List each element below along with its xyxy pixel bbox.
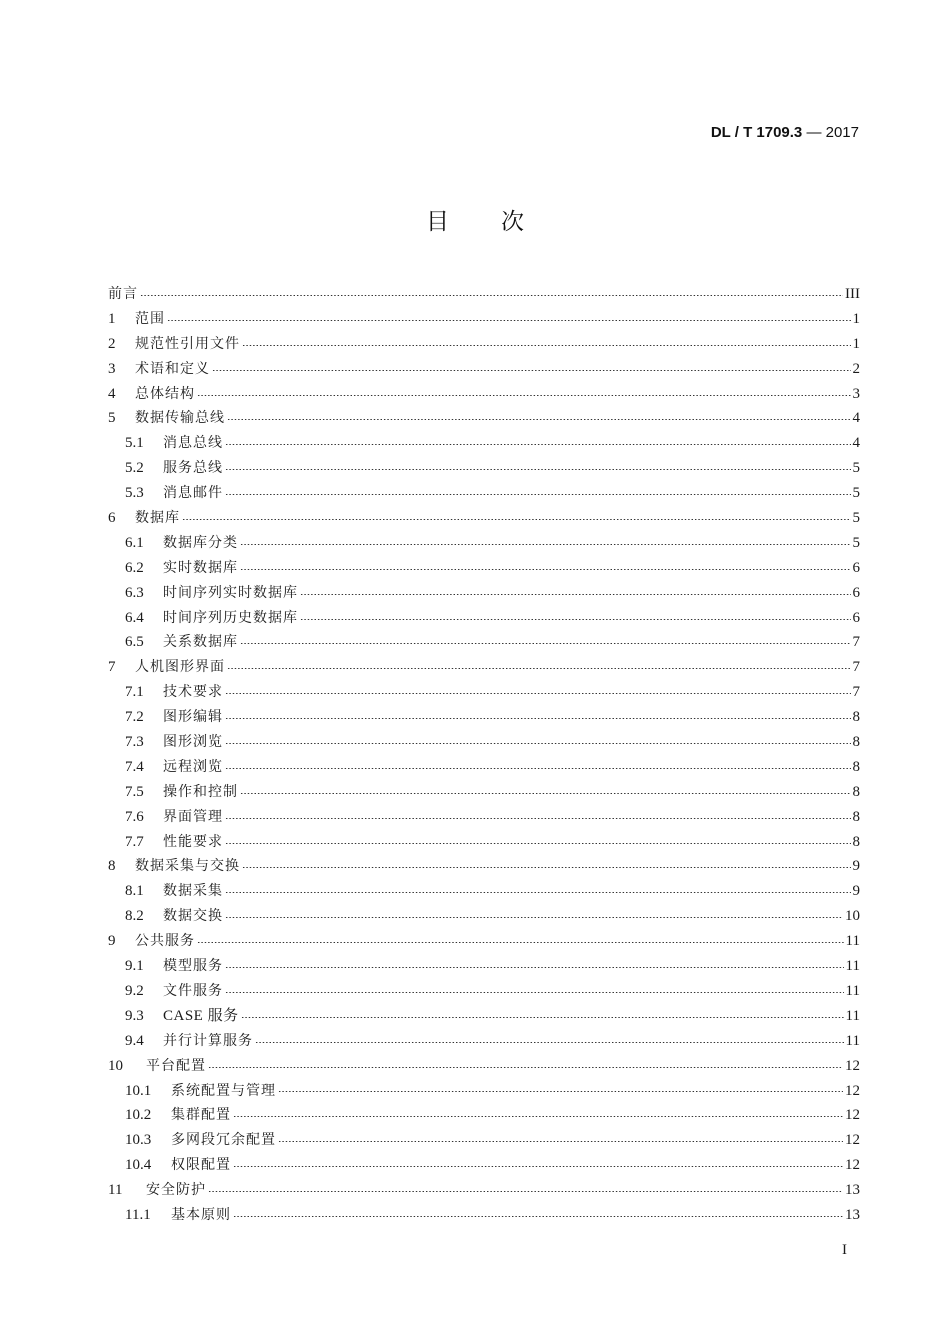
dot-leader [240, 569, 851, 570]
toc-entry[interactable] [108, 382, 860, 407]
toc-entry-title: 人机图形界面 [135, 659, 225, 676]
dot-leader [240, 793, 851, 794]
toc-entry[interactable] [108, 755, 860, 780]
toc-entry-title: 数据传输总线 [135, 410, 225, 427]
toc-entry-title: 权限配置 [171, 1157, 231, 1174]
dot-leader [197, 942, 844, 943]
toc-entry[interactable] [108, 979, 860, 1004]
toc-entry[interactable] [108, 805, 860, 830]
dot-leader [225, 967, 844, 968]
dot-leader [208, 1067, 843, 1068]
toc-entry[interactable] [108, 357, 860, 382]
toc-entry-title: 前言 [108, 286, 138, 302]
dot-leader [242, 867, 851, 868]
toc-entry-number: 6.2 [125, 559, 144, 576]
toc-entry-page: 11 [845, 933, 860, 950]
toc-entry[interactable] [108, 456, 860, 481]
toc-entry-title: 消息邮件 [163, 485, 223, 502]
dot-leader [225, 768, 851, 769]
dot-leader [225, 718, 851, 719]
toc-entry-number: 10 [108, 1057, 123, 1074]
toc-entry-page: 11 [845, 982, 860, 999]
toc-entry[interactable] [108, 1178, 860, 1203]
toc-entry-number: 6.1 [125, 534, 144, 551]
toc-entry-title: 图形浏览 [163, 734, 223, 751]
toc-entry-number: 6 [108, 510, 116, 527]
toc-entry-page: 7 [852, 659, 860, 676]
toc-entry-number: 8.2 [125, 908, 144, 925]
toc-entry[interactable] [108, 879, 860, 904]
toc-entry-title: 界面管理 [163, 808, 223, 825]
toc-entry[interactable] [108, 406, 860, 431]
toc-entry[interactable] [108, 929, 860, 954]
toc-entry-number: 5.1 [125, 435, 144, 452]
dot-leader [167, 320, 851, 321]
dot-leader [182, 519, 851, 520]
toc-entry-number: 4 [108, 385, 116, 402]
toc-entry[interactable] [108, 581, 860, 606]
toc-entry-page: 12 [845, 1082, 860, 1099]
dot-leader [233, 1116, 843, 1117]
toc-entry-title: 平台配置 [146, 1057, 206, 1074]
toc-entry-number: 3 [108, 360, 116, 377]
toc-entry[interactable] [108, 1004, 860, 1029]
toc-entry-page: 2 [852, 360, 860, 377]
toc-entry[interactable] [108, 282, 860, 307]
dot-leader [278, 1091, 843, 1092]
toc-entry-page: 11 [845, 958, 860, 975]
toc-entry-title: 并行计算服务 [163, 1032, 253, 1049]
toc-entry-page: 12 [845, 1132, 860, 1149]
toc-entry-title: 范围 [135, 310, 165, 327]
toc-entry-number: 7.7 [125, 833, 144, 850]
dot-leader [227, 668, 851, 669]
dot-leader [225, 843, 851, 844]
toc-entry-title: 远程浏览 [163, 758, 223, 775]
standard-year: — 2017 [806, 124, 859, 141]
toc-entry-title: 规范性引用文件 [135, 335, 240, 352]
toc-entry-title: 时间序列历史数据库 [163, 609, 298, 626]
toc-entry-number: 6.3 [125, 584, 144, 601]
toc-entry-page: 8 [852, 808, 860, 825]
toc-entry-number: 7.3 [125, 734, 144, 751]
toc-entry-page: 8 [852, 709, 860, 726]
toc-entry[interactable] [108, 655, 860, 680]
toc-entry[interactable] [108, 1029, 860, 1054]
dot-leader [240, 643, 851, 644]
page-number: I [842, 1242, 847, 1258]
toc-entry-page: 7 [852, 634, 860, 651]
toc-entry-title: 术语和定义 [135, 360, 210, 377]
dot-leader [197, 395, 851, 396]
toc-entry[interactable] [108, 680, 860, 705]
toc-entry-number: 5.3 [125, 485, 144, 502]
toc-entry[interactable] [108, 506, 860, 531]
toc-entry-page: 7 [852, 684, 860, 701]
toc-entry-title: 安全防护 [146, 1182, 206, 1199]
toc-entry-page: 8 [852, 734, 860, 751]
toc-entry-title: 实时数据库 [163, 559, 238, 576]
toc-entry-page: III [845, 286, 860, 302]
toc-entry-page: 1 [852, 310, 860, 327]
toc-entry[interactable] [108, 307, 860, 332]
dot-leader [241, 1017, 844, 1018]
standard-code-header [711, 124, 859, 141]
standard-code: DL / T 1709.3 [710, 124, 803, 141]
toc-entry-page: 12 [845, 1157, 860, 1174]
toc-entry-page: 3 [852, 385, 860, 402]
toc-entry-number: 6.5 [125, 634, 144, 651]
toc-entry-number: 10.2 [125, 1107, 152, 1124]
toc-entry-page: 6 [852, 584, 860, 601]
toc-entry[interactable] [108, 606, 860, 631]
toc-entry[interactable] [108, 904, 860, 929]
toc-entry-title: 集群配置 [171, 1107, 231, 1124]
toc-entry-number: 7.1 [125, 684, 144, 701]
toc-entry-number: 10.3 [125, 1132, 152, 1149]
toc-entry-page: 11 [845, 1007, 860, 1024]
toc-entry-title: 消息总线 [163, 435, 223, 452]
toc-entry[interactable] [108, 854, 860, 879]
toc-entry-page: 9 [852, 858, 860, 875]
dot-leader [225, 743, 851, 744]
toc-entry[interactable] [108, 332, 860, 357]
toc-entry-page: 5 [852, 510, 860, 527]
dot-leader [212, 370, 851, 371]
toc-entry-title: 数据交换 [163, 908, 223, 925]
toc-entry-number: 10.1 [125, 1082, 152, 1099]
toc-entry-page: 5 [852, 460, 860, 477]
dot-leader [300, 594, 851, 595]
toc-entry-number: 8.1 [125, 883, 144, 900]
page-title [0, 203, 950, 236]
toc-entry-page: 10 [845, 908, 860, 925]
dot-leader [255, 1042, 844, 1043]
toc-entry-number: 9.4 [125, 1032, 144, 1049]
title-char-1: 目 [426, 209, 449, 235]
toc-entry-page: 1 [852, 335, 860, 352]
toc-entry-number: 9.3 [125, 1007, 144, 1024]
toc-entry-title: 技术要求 [163, 684, 223, 701]
toc-entry[interactable] [108, 481, 860, 506]
dot-leader [225, 818, 851, 819]
toc-entry-number: 11 [108, 1182, 123, 1199]
toc-entry-number: 8 [108, 858, 116, 875]
toc-entry-title: 服务总线 [163, 460, 223, 477]
toc-entry-page: 8 [852, 833, 860, 850]
toc-entry[interactable] [108, 1103, 860, 1128]
toc-entry[interactable] [108, 780, 860, 805]
toc-entry-title: 数据库 [135, 510, 180, 527]
toc-entry-number: 11.1 [125, 1206, 151, 1223]
toc-entry[interactable] [108, 1128, 860, 1153]
dot-leader [225, 917, 843, 918]
dot-leader [300, 619, 851, 620]
dot-leader [225, 469, 851, 470]
toc-entry-title: 文件服务 [163, 982, 223, 999]
dot-leader [233, 1216, 843, 1217]
toc-entry[interactable] [108, 556, 860, 581]
toc-entry-title: 性能要求 [163, 833, 223, 850]
toc-entry-number: 7.4 [125, 758, 144, 775]
toc-entry-number: 2 [108, 335, 116, 352]
toc-entry-page: 8 [852, 783, 860, 800]
dot-leader [225, 892, 851, 893]
toc-entry[interactable] [108, 730, 860, 755]
toc-entry-page: 4 [852, 410, 860, 427]
toc-entry-title: 数据采集 [163, 883, 223, 900]
toc-entry-page: 9 [852, 883, 860, 900]
dot-leader [208, 1191, 843, 1192]
toc-entry-number: 1 [108, 310, 116, 327]
toc-entry[interactable] [108, 1203, 860, 1228]
toc-entry-number: 7.2 [125, 709, 144, 726]
toc-entry-page: 13 [845, 1206, 860, 1223]
toc-entry-number: 9.1 [125, 958, 144, 975]
dot-leader [233, 1166, 843, 1167]
dot-leader [227, 419, 851, 420]
toc-entry-title: 多网段冗余配置 [171, 1132, 276, 1149]
toc-entry[interactable] [108, 531, 860, 556]
toc-entry-number: 5.2 [125, 460, 144, 477]
toc-entry[interactable] [108, 830, 860, 855]
toc-entry-title: 数据采集与交换 [135, 858, 240, 875]
toc-entry[interactable] [108, 954, 860, 979]
toc-entry-number: 7 [108, 659, 116, 676]
toc-entry-title: 图形编辑 [163, 709, 223, 726]
toc-entry-number: 10.4 [125, 1157, 152, 1174]
toc-entry-page: 4 [852, 435, 860, 452]
toc-entry-title: CASE 服务 [163, 1007, 239, 1024]
toc-entry-number: 9 [108, 933, 116, 950]
table-of-contents [108, 282, 860, 1228]
toc-entry-title: 基本原则 [171, 1206, 231, 1223]
dot-leader [140, 295, 843, 296]
toc-entry-page: 13 [845, 1182, 860, 1199]
toc-entry-title: 总体结构 [135, 385, 195, 402]
toc-entry[interactable] [108, 1153, 860, 1178]
toc-entry-page: 6 [852, 559, 860, 576]
toc-entry-page: 12 [845, 1107, 860, 1124]
dot-leader [242, 345, 851, 346]
toc-entry-number: 7.5 [125, 783, 144, 800]
toc-entry-title: 系统配置与管理 [171, 1082, 276, 1099]
title-char-2: 次 [501, 209, 524, 235]
toc-entry-title: 时间序列实时数据库 [163, 584, 298, 601]
toc-entry-number: 9.2 [125, 982, 144, 999]
dot-leader [240, 544, 851, 545]
dot-leader [225, 494, 851, 495]
toc-entry[interactable] [108, 1079, 860, 1104]
toc-entry-number: 6.4 [125, 609, 144, 626]
toc-entry-number: 5 [108, 410, 116, 427]
toc-entry-page: 6 [852, 609, 860, 626]
toc-entry-page: 5 [852, 534, 860, 551]
toc-entry[interactable] [108, 705, 860, 730]
dot-leader [225, 693, 851, 694]
toc-entry-number: 7.6 [125, 808, 144, 825]
dot-leader [225, 992, 844, 993]
toc-entry-page: 8 [852, 758, 860, 775]
dot-leader [225, 444, 851, 445]
toc-entry-title: 公共服务 [135, 933, 195, 950]
toc-entry[interactable] [108, 630, 860, 655]
toc-entry-title: 模型服务 [163, 958, 223, 975]
toc-entry-page: 12 [845, 1057, 860, 1074]
dot-leader [278, 1141, 843, 1142]
toc-entry-page: 5 [852, 485, 860, 502]
toc-entry-title: 操作和控制 [163, 783, 238, 800]
toc-entry[interactable] [108, 1054, 860, 1079]
toc-entry[interactable] [108, 431, 860, 456]
toc-entry-page: 11 [845, 1032, 860, 1049]
toc-entry-title: 关系数据库 [163, 634, 238, 651]
toc-entry-title: 数据库分类 [163, 534, 238, 551]
